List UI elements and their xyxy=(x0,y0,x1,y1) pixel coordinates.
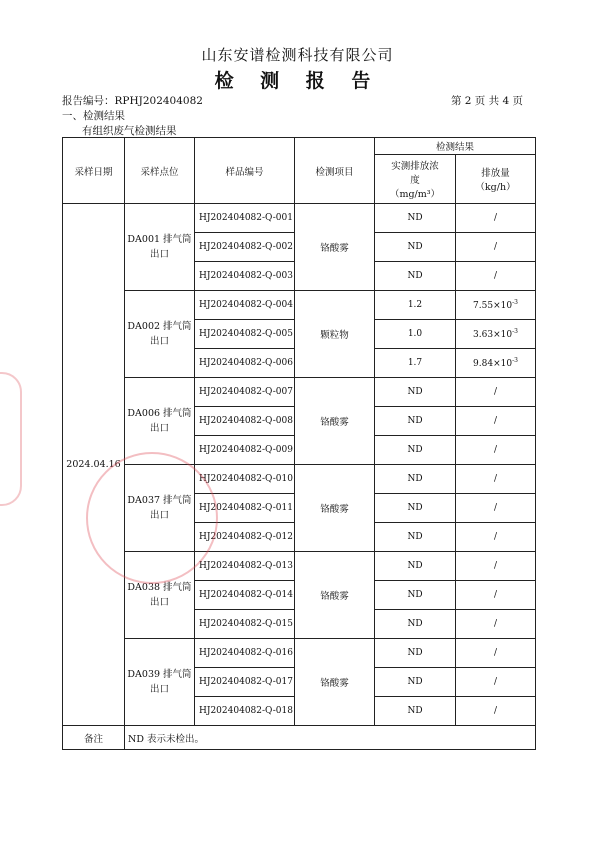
concentration-value: ND xyxy=(375,436,456,465)
header-emission-label: 排放量 xyxy=(481,168,510,179)
header-item: 检测项目 xyxy=(295,138,375,204)
sample-id: HJ202404082-Q-007 xyxy=(195,378,295,407)
subsection-heading: 有组织废气检测结果 xyxy=(82,125,177,137)
emission-value xyxy=(456,552,536,581)
test-item: 铬酸雾 xyxy=(295,639,375,726)
results-table xyxy=(62,137,536,750)
header-date: 采样日期 xyxy=(63,138,125,204)
header-sample: 样品编号 xyxy=(195,138,295,204)
concentration-value: ND xyxy=(375,465,456,494)
header-concentration-unit: （mg/m³） xyxy=(389,189,441,200)
sample-id: HJ202404082-Q-017 xyxy=(195,668,295,697)
sampling-point: DA039 排气筒出口 xyxy=(125,639,195,726)
concentration-value: ND xyxy=(375,552,456,581)
emission-value-base: / xyxy=(493,242,498,252)
emission-value-base: 3.63×10 xyxy=(473,330,513,340)
concentration-value: ND xyxy=(375,494,456,523)
concentration-value: ND xyxy=(375,262,456,291)
emission-value xyxy=(456,494,536,523)
emission-exponent: -3 xyxy=(512,357,518,364)
emission-value-base: / xyxy=(493,387,498,397)
header-concentration-label: 实测排放浓度 xyxy=(391,161,439,186)
sample-id: HJ202404082-Q-001 xyxy=(195,204,295,233)
concentration-value: ND xyxy=(375,610,456,639)
sample-id: HJ202404082-Q-008 xyxy=(195,407,295,436)
emission-value xyxy=(456,668,536,697)
sampling-point: DA001 排气筒出口 xyxy=(125,204,195,291)
sample-id: HJ202404082-Q-012 xyxy=(195,523,295,552)
note-label: 备注 xyxy=(63,726,125,750)
concentration-value: ND xyxy=(375,204,456,233)
emission-exponent: -3 xyxy=(512,299,518,306)
concentration-value: 1.7 xyxy=(375,349,456,378)
sample-id: HJ202404082-Q-016 xyxy=(195,639,295,668)
test-item: 铬酸雾 xyxy=(295,378,375,465)
sample-id: HJ202404082-Q-005 xyxy=(195,320,295,349)
concentration-value: ND xyxy=(375,523,456,552)
emission-value-base: / xyxy=(493,445,498,455)
sample-id: HJ202404082-Q-006 xyxy=(195,349,295,378)
emission-value xyxy=(456,349,536,378)
table-row xyxy=(63,465,536,494)
table-row xyxy=(63,291,536,320)
sample-id: HJ202404082-Q-013 xyxy=(195,552,295,581)
emission-value xyxy=(456,233,536,262)
emission-value-base: 7.55×10 xyxy=(473,301,513,311)
header-result: 检测结果 xyxy=(375,138,536,155)
header-emission-unit: （kg/h） xyxy=(475,182,516,193)
header-concentration xyxy=(375,155,456,204)
sample-id: HJ202404082-Q-015 xyxy=(195,610,295,639)
test-item: 铬酸雾 xyxy=(295,204,375,291)
concentration-value: ND xyxy=(375,668,456,697)
emission-value xyxy=(456,291,536,320)
seal-stamp-partial xyxy=(0,372,22,506)
emission-value-base: / xyxy=(493,648,498,658)
emission-value xyxy=(456,320,536,349)
sample-id: HJ202404082-Q-004 xyxy=(195,291,295,320)
emission-value-base: / xyxy=(493,706,498,716)
concentration-value: ND xyxy=(375,581,456,610)
test-item: 铬酸雾 xyxy=(295,552,375,639)
emission-value xyxy=(456,378,536,407)
sample-id: HJ202404082-Q-009 xyxy=(195,436,295,465)
company-name: 山东安谱检测科技有限公司 xyxy=(201,46,394,64)
test-item: 铬酸雾 xyxy=(295,465,375,552)
emission-value xyxy=(456,262,536,291)
emission-value-base: / xyxy=(493,271,498,281)
report-title: 检 测 报 告 xyxy=(214,70,381,92)
concentration-value: ND xyxy=(375,407,456,436)
note-text: ND 表示未检出。 xyxy=(125,726,536,750)
emission-exponent: -3 xyxy=(512,328,518,335)
sample-id: HJ202404082-Q-014 xyxy=(195,581,295,610)
emission-value-base: / xyxy=(493,416,498,426)
sample-id: HJ202404082-Q-003 xyxy=(195,262,295,291)
sampling-point: DA037 排气筒出口 xyxy=(125,465,195,552)
concentration-value: 1.0 xyxy=(375,320,456,349)
concentration-value: ND xyxy=(375,639,456,668)
page-info: 第 2 页 共 4 页 xyxy=(450,95,523,107)
sampling-point: DA002 排气筒出口 xyxy=(125,291,195,378)
emission-value xyxy=(456,610,536,639)
emission-value-base: / xyxy=(493,590,498,600)
emission-value-base: / xyxy=(493,503,498,513)
sample-id: HJ202404082-Q-018 xyxy=(195,697,295,726)
concentration-value: ND xyxy=(375,378,456,407)
concentration-value: 1.2 xyxy=(375,291,456,320)
table-row xyxy=(63,204,536,233)
table-row xyxy=(63,552,536,581)
table-row xyxy=(63,378,536,407)
header-point: 采样点位 xyxy=(125,138,195,204)
sampling-date: 2024.04.16 xyxy=(63,204,125,726)
emission-value xyxy=(456,581,536,610)
emission-value-base: / xyxy=(493,561,498,571)
emission-value xyxy=(456,204,536,233)
concentration-value: ND xyxy=(375,697,456,726)
section-heading: 一、检测结果 xyxy=(62,110,125,122)
sample-id: HJ202404082-Q-011 xyxy=(195,494,295,523)
report-number: 报告编号：RPHJ202404082 xyxy=(62,95,203,107)
emission-value xyxy=(456,465,536,494)
emission-value-base: / xyxy=(493,213,498,223)
header-emission xyxy=(456,155,536,204)
emission-value-base: / xyxy=(493,619,498,629)
sampling-point: DA006 排气筒出口 xyxy=(125,378,195,465)
sample-id: HJ202404082-Q-002 xyxy=(195,233,295,262)
emission-value xyxy=(456,436,536,465)
test-item: 颗粒物 xyxy=(295,291,375,378)
emission-value-base: / xyxy=(493,532,498,542)
emission-value xyxy=(456,523,536,552)
emission-value-base: / xyxy=(493,474,498,484)
emission-value xyxy=(456,407,536,436)
emission-value xyxy=(456,697,536,726)
emission-value-base: / xyxy=(493,677,498,687)
sampling-point: DA038 排气筒出口 xyxy=(125,552,195,639)
emission-value xyxy=(456,639,536,668)
concentration-value: ND xyxy=(375,233,456,262)
emission-value-base: 9.84×10 xyxy=(473,359,513,369)
sample-id: HJ202404082-Q-010 xyxy=(195,465,295,494)
table-row xyxy=(63,639,536,668)
